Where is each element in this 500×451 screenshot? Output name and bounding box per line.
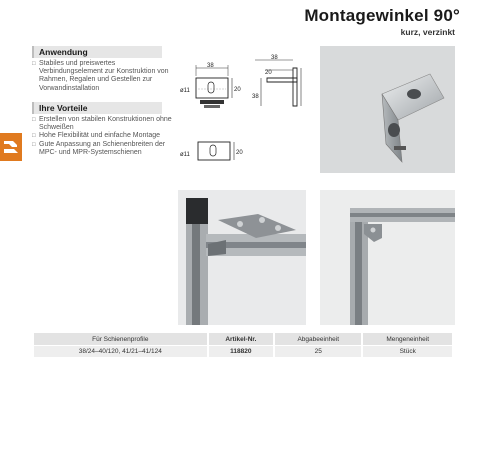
cell-quantity-unit: Stück [363,345,452,357]
table-row [34,345,452,357]
cell-profile: 38/24–40/120, 41/21–41/124 [34,345,207,357]
front-view-drawing [178,62,248,122]
anwendung-list [32,60,172,93]
table-header-row [34,333,452,345]
vorteile-bullet: □ Erstellen von stabilen Konstruktionen ohne Schweißen [32,116,172,132]
front-dim-top: 38 [207,63,214,69]
table-header-unit: Abgabeeinheit [275,333,361,345]
vorteile-list [32,116,172,157]
front-dim-side: 20 [234,87,241,93]
bracket-category-icon [0,133,22,161]
spec-table [32,333,454,357]
product-photo [320,46,455,173]
vorteile-bullet: □ Gute Anpassung an Schienenbreiten der MPC- und MPR-Systemschienen [32,141,172,157]
page-subtitle: kurz, verzinkt [400,27,455,37]
table-header-article: Artikel-Nr. [209,333,274,345]
side-view-drawing [245,52,310,117]
cell-article-number: 118820 [209,345,274,357]
page-title: Montagewinkel 90° [304,6,460,25]
bottom-dim-side: 20 [236,150,243,156]
side-dim-side: 38 [252,94,259,100]
section-heading-vorteile: Ihre Vorteile [32,102,162,114]
table-header-quantity-unit: Mengeneinheit [363,333,452,345]
side-dim-top: 38 [271,55,278,61]
bottom-view-drawing [178,137,248,167]
front-dim-hole: ø11 [180,88,190,94]
category-tab [0,133,22,161]
mounting-photo-right [320,190,455,325]
table-header-profile: Für Schienenprofile [34,333,207,345]
bottom-dim-hole: ø11 [180,152,190,158]
anwendung-bullet: □ Stabiles und preiswertes Verbindungselement zur Konstruktion von Rahmen, Regalen und Gestellen zur Vorwandinstallation [32,60,172,93]
vorteile-bullet: □ Hohe Flexibilität und einfache Montage [32,132,172,140]
side-dim-inner: 20 [265,70,272,76]
mounting-photo-left [178,190,306,325]
section-heading-anwendung: Anwendung [32,46,162,58]
cell-unit: 25 [275,345,361,357]
